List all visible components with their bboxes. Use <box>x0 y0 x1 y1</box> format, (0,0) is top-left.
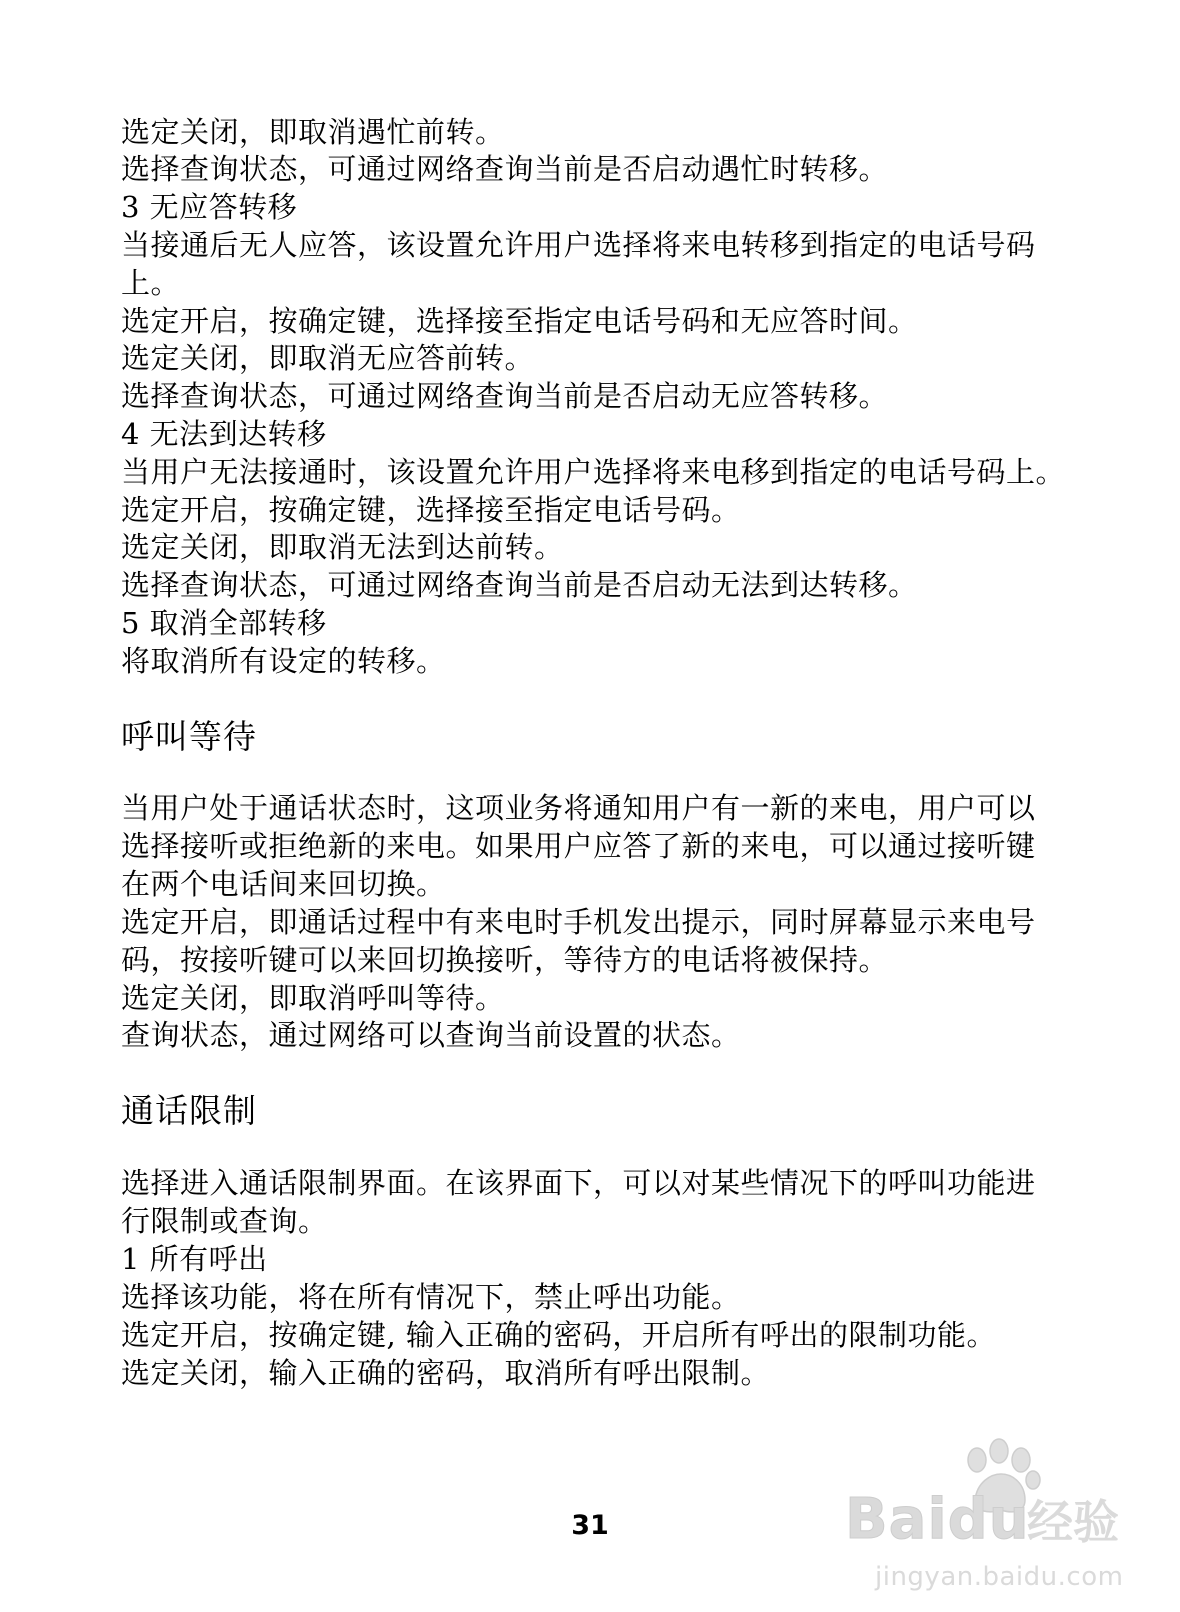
paragraph-line: 选择查询状态，可通过网络查询当前是否启动无法到达转移。 <box>121 568 918 602</box>
paragraph-line: 码，按接听键可以来回切换接听，等待方的电话将被保持。 <box>121 943 889 977</box>
watermark-url: jingyan.baidu.com <box>875 1562 1124 1592</box>
subsection-title: 4 无法到达转移 <box>121 417 327 451</box>
paragraph-line: 在两个电话间来回切换。 <box>121 867 446 901</box>
paragraph-line: 选择接听或拒绝新的来电。如果用户应答了新的来电，可以通过接听键 <box>121 829 1036 863</box>
paragraph-line: 选择该功能，将在所有情况下，禁止呼出功能。 <box>121 1280 741 1314</box>
paragraph-line: 选定开启，即通话过程中有来电时手机发出提示，同时屏幕显示来电号 <box>121 905 1036 939</box>
watermark-brand: Baidu <box>845 1487 1030 1552</box>
subsection-title: 1 所有呼出 <box>121 1242 268 1276</box>
paragraph-line: 查询状态，通过网络可以查询当前设置的状态。 <box>121 1018 741 1052</box>
paragraph-line: 当用户无法接通时，该设置允许用户选择将来电移到指定的电话号码上。 <box>121 455 1066 489</box>
paragraph-line: 选定关闭，即取消无法到达前转。 <box>121 530 564 564</box>
paragraph-line: 选定开启，按确定键，选择接至指定电话号码和无应答时间。 <box>121 304 918 338</box>
subsection-title: 3 无应答转移 <box>121 190 298 224</box>
paragraph-line: 选择查询状态，可通过网络查询当前是否启动遇忙时转移。 <box>121 152 889 186</box>
paragraph-line: 选定关闭，输入正确的密码，取消所有呼出限制。 <box>121 1356 771 1390</box>
subsection-title: 5 取消全部转移 <box>121 606 327 640</box>
paragraph-line: 选择查询状态，可通过网络查询当前是否启动无应答转移。 <box>121 379 889 413</box>
paragraph-line: 选定开启，按确定键, 输入正确的密码，开启所有呼出的限制功能。 <box>121 1318 996 1352</box>
paragraph-line: 上。 <box>121 266 181 300</box>
paragraph-line: 当用户处于通话状态时，这项业务将通知用户有一新的来电，用户可以 <box>121 791 1036 825</box>
paragraph-line: 当接通后无人应答，该设置允许用户选择将来电转移到指定的电话号码 <box>121 228 1036 262</box>
paragraph-line: 选定开启，按确定键，选择接至指定电话号码。 <box>121 493 741 527</box>
paragraph-line: 选择进入通话限制界面。在该界面下，可以对某些情况下的呼叫功能进 <box>121 1166 1036 1200</box>
paragraph-line: 选定关闭，即取消无应答前转。 <box>121 341 535 375</box>
baidu-watermark <box>845 1438 1165 1608</box>
paragraph-line: 行限制或查询。 <box>121 1204 328 1238</box>
page-number: 31 <box>571 1510 609 1541</box>
section-heading-call-barring: 通话限制 <box>121 1091 257 1130</box>
paragraph-line: 选定关闭，即取消呼叫等待。 <box>121 981 505 1015</box>
watermark-brand-cn: 经验 <box>1027 1495 1119 1549</box>
paragraph-line: 选定关闭，即取消遇忙前转。 <box>121 115 505 149</box>
section-heading-call-waiting: 呼叫等待 <box>121 717 257 756</box>
paragraph-line: 将取消所有设定的转移。 <box>121 644 446 678</box>
